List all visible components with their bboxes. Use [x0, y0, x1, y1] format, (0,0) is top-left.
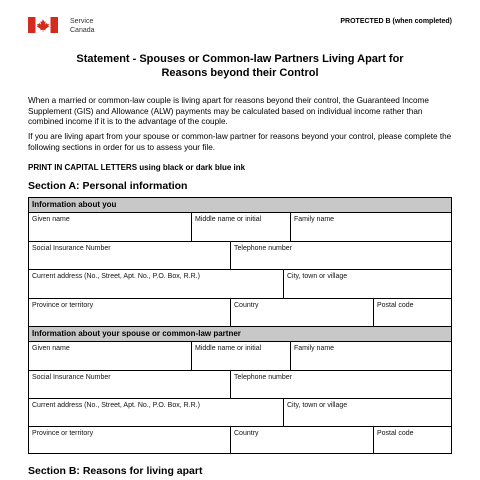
page-header: [28, 14, 452, 38]
sin-label: Social Insurance Number: [32, 245, 111, 252]
department-line-1: Service: [70, 18, 94, 25]
spouse-name-row: [29, 342, 451, 371]
title-line-2: Reasons beyond their Control: [161, 67, 319, 79]
country-label: Country: [234, 430, 259, 437]
telephone-label: Telephone number: [234, 374, 292, 381]
applicant-header: Information about you: [29, 198, 451, 213]
province-label: Province or territory: [32, 302, 94, 309]
applicant-name-row: [29, 213, 451, 242]
intro-paragraph-2: If you are living apart from your spouse or common-law partner for reasons beyond your control, please complete the following sections in order for us to assess your file.: [28, 132, 452, 152]
spouse-province-row: [29, 427, 451, 453]
spouse-given-name-field[interactable]: [29, 342, 191, 370]
applicant-sin-field[interactable]: [29, 242, 230, 269]
postal-code-label: Postal code: [377, 430, 414, 437]
spouse-address-field[interactable]: [29, 399, 283, 426]
spouse-header: Information about your spouse or common-law partner: [29, 327, 451, 342]
spouse-address-row: [29, 399, 451, 427]
middle-name-label: Middle name or initial: [195, 216, 262, 223]
spouse-province-field[interactable]: [29, 427, 230, 453]
province-label: Province or territory: [32, 430, 94, 437]
personal-information-form: [28, 197, 452, 454]
spouse-sin-row: [29, 371, 451, 399]
country-label: Country: [234, 302, 259, 309]
city-label: City, town or village: [287, 273, 348, 280]
family-name-label: Family name: [294, 345, 335, 352]
applicant-address-field[interactable]: [29, 270, 283, 298]
spouse-country-field[interactable]: [230, 427, 373, 453]
sin-label: Social Insurance Number: [32, 374, 111, 381]
applicant-country-field[interactable]: [230, 299, 373, 326]
spouse-telephone-field[interactable]: [230, 371, 453, 398]
applicant-postal-code-field[interactable]: [373, 299, 453, 326]
middle-name-label: Middle name or initial: [195, 345, 262, 352]
department-name: [70, 17, 95, 35]
applicant-telephone-field[interactable]: [230, 242, 453, 269]
applicant-address-row: [29, 270, 451, 299]
applicant-family-name-field[interactable]: [290, 213, 453, 241]
applicant-middle-name-field[interactable]: [191, 213, 290, 241]
applicant-given-name-field[interactable]: [29, 213, 191, 241]
family-name-label: Family name: [294, 216, 335, 223]
address-label: Current address (No., Street, Apt. No., P.O. Box, R.R.): [32, 402, 200, 409]
given-name-label: Given name: [32, 345, 70, 352]
telephone-label: Telephone number: [234, 245, 292, 252]
spouse-sin-field[interactable]: [29, 371, 230, 398]
section-a-heading: Section A: Personal information: [28, 180, 188, 192]
applicant-sin-row: [29, 242, 451, 270]
page-title: [28, 52, 452, 80]
section-b-heading: Section B: Reasons for living apart: [28, 465, 203, 477]
address-label: Current address (No., Street, Apt. No., P.O. Box, R.R.): [32, 273, 200, 280]
department-line-2: Canada: [70, 27, 95, 34]
spouse-family-name-field[interactable]: [290, 342, 453, 370]
spouse-city-field[interactable]: [283, 399, 453, 426]
spouse-middle-name-field[interactable]: [191, 342, 290, 370]
spouse-postal-code-field[interactable]: [373, 427, 453, 453]
intro-paragraph-1: When a married or common-law couple is living apart for reasons beyond their control, the Guaranteed Income Supplement (GIS) and Allowance (ALW) payments may be calculated based on individual income rather than combined income if it is to the advantage of the couple.: [28, 96, 429, 126]
applicant-city-field[interactable]: [283, 270, 453, 298]
protected-label: PROTECTED B (when completed): [340, 18, 452, 25]
print-instruction: PRINT IN CAPITAL LETTERS using black or dark blue ink: [28, 163, 246, 172]
title-line-1: Statement - Spouses or Common-law Partners Living Apart for: [76, 53, 404, 65]
canada-flag-icon: [28, 17, 58, 33]
city-label: City, town or village: [287, 402, 348, 409]
given-name-label: Given name: [32, 216, 70, 223]
applicant-province-row: [29, 299, 451, 327]
applicant-province-field[interactable]: [29, 299, 230, 326]
postal-code-label: Postal code: [377, 302, 414, 309]
